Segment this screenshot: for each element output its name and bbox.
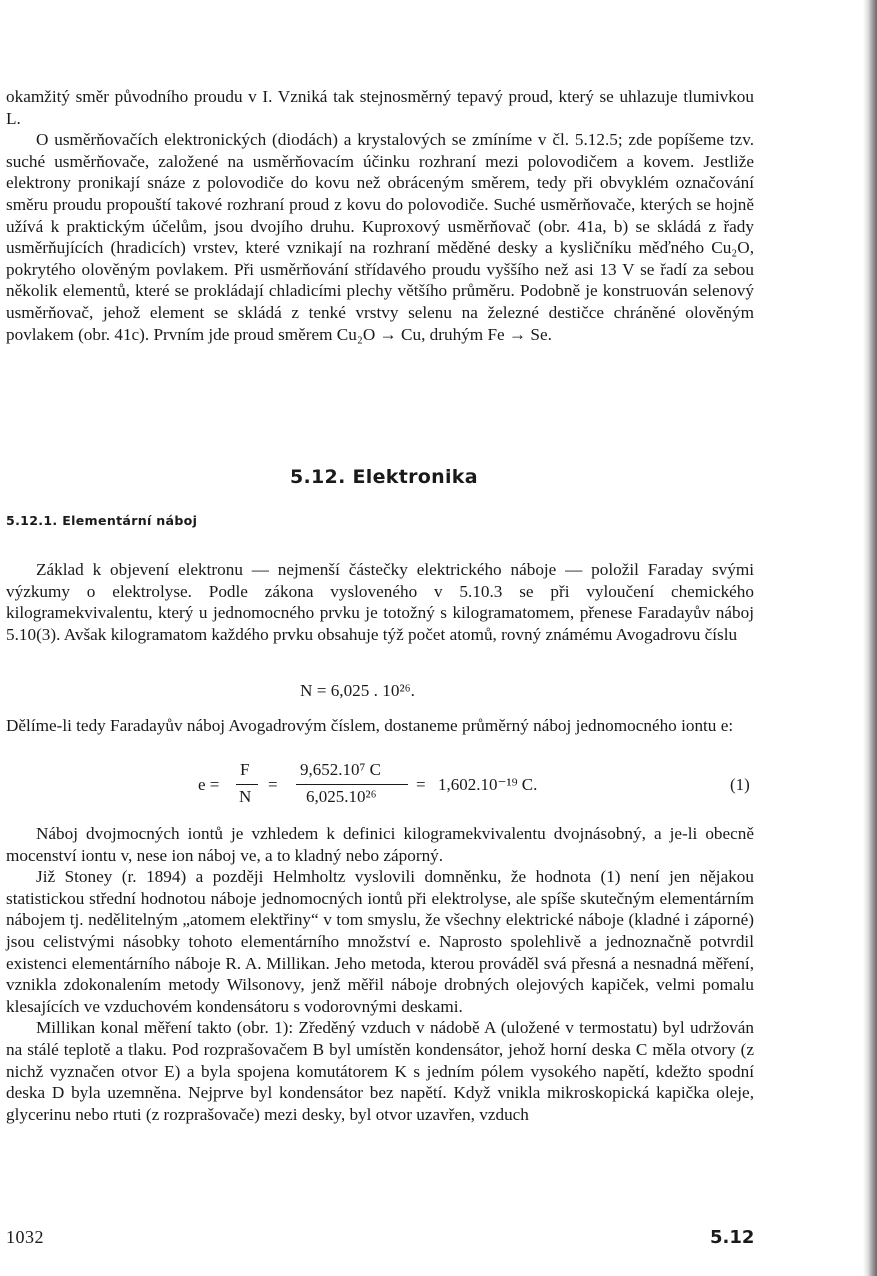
eq1-lhs: e =: [198, 775, 220, 794]
body-paragraph-3: Millikan konal měření takto (obr. 1): Zředěný vzduch v nádobě A (uložené v termostatu) byl udržován na stálé teplotě a tlaku. Pod rozprašovačem B byl umístěn kondensátor, jehož horní deska C měla otvory (z nichž vyznačen otvor E) a byla spojena komutátorem K s jedním pólem vysokého napětí, kdežto spodní deska D byla uzemněna. Nejprve byl kondensátor bez napětí. Když vnikla mikroskopická kapička oleje, glycerinu nebo rtuti (z rozprašovače) mezi desky, byl otvor uzavřen, vzduch: [6, 1018, 754, 1124]
divide-text: [6, 715, 754, 737]
eq1-equals-b: =: [416, 775, 426, 794]
eq1-n-denominator: N: [239, 787, 252, 806]
avogadro-equation: N = 6,025 . 10²⁶.: [300, 681, 415, 700]
eq1-result: 1,602.10⁻¹⁹ C.: [438, 775, 538, 794]
section-title: 5.12. Elektronika: [290, 466, 478, 488]
eq1-numerator: 9,652.10⁷ C: [300, 760, 382, 779]
body-paragraph-1: Náboj dvojmocných iontů je vzhledem k definici kilogramekvivalentu dvojnásobný, a je-li obecně mocenství iontu v, nese ion náboj ve, a to kladný nebo záporný.: [6, 824, 754, 865]
equation-1: [198, 760, 758, 810]
faraday-text: [6, 559, 754, 645]
subsection-title: 5.12.1. Elementární náboj: [6, 513, 198, 528]
eq1-number: (1): [730, 775, 750, 794]
eq1-denominator: 6,025.10²⁶: [306, 787, 377, 806]
intro-paragraph-2: O usměrňovačích elektronických (diodách) a krystalových se zmíníme v čl. 5.12.5; zde popíšeme tzv. suché usměrňovače, založené na usměrňovacím účinku rozhraní mezi polovodičem a kovem. Jestliže elektrony pronikají snáze z polovodiče do kovu než obráceným směrem, tedy při obvyklém označování směru proudu propouští takové rozhraní proud z kovu do polovodiče. Suché usměrňovače, kterých se hojně užívá k praktickým účelům, jsou dvojího druhu. Kuproxový usměrňovač (obr. 41a, b) se skládá z řady usměrňujících (hradicích) vrstev, které vznikají na rozhraní měděné desky a kysličníku měďného Cu₂O, pokrytého olověným povlakem. Při usměrňování střídavého proudu vyššího než asi 13 V se řadí za sebou několik elementů, které se prokládají chladicími plechy většího průměru. Podobně je konstruován selenový usměrňovač, jehož element se skládá z tenké vrstvy selenu na železné destičce chráněné olověným povlakem (obr. 41c). Prvním jde proud směrem Cu₂O → Cu, druhým Fe → Se.: [6, 130, 754, 344]
eq1-fraction-bar-2: [296, 784, 408, 785]
intro-paragraph-1: okamžitý směr původního proudu v I. Vzniká tak stejnosměrný tepavý proud, který se uhlazuje tlumivkou L.: [6, 87, 754, 128]
body-paragraph-2: Již Stoney (r. 1894) a později Helmholtz vyslovili domněnku, že hodnota (1) není jen nějakou statistickou střední hodnotou náboje jednomocných iontů při elektrolyse, ale spíše skutečným elementárním nábojem tj. nedělitelným „atomem elektřiny“ v tom smyslu, že všechny elektrické náboje (kladné i záporné) jsou celistvými násobky tohoto elementárního množství e. Naprosto spolehlivě a jednoznačně potvrdil existenci elementárního náboje R. A. Millikan. Jeho metoda, kterou prováděl svá přesná a nesnadná měření, vznikla zdokonalením metody Wilsonovy, jenž měřil náboje drobných olejových kapiček, velmi pomalu klesajících ve vzduchovém kondensátoru s vodorovnými deskami.: [6, 867, 754, 1016]
eq1-fraction-bar-1: [236, 784, 258, 785]
intro-text: [6, 86, 754, 345]
eq1-f-numerator: F: [240, 760, 250, 779]
page-number: 1032: [6, 1227, 44, 1247]
faraday-paragraph: Základ k objevení elektronu — nejmenší částečky elektrického náboje — položil Faraday svými výzkumy o elektrolyse. Podle zákona vysloveného v 5.10.3 se při vyloučení chemického kilogramekvivalentu, který u jednomocného prvku je totožný s kilogramatomem, přenese Faradayův náboj 5.10(3). Avšak kilogramatom každého prvku obsahuje týž počet atomů, rovný známému Avogadrovu číslu: [6, 560, 754, 644]
body-text: [6, 823, 754, 1125]
footer-section-ref: 5.12: [710, 1227, 755, 1248]
page-binding-edge: [863, 0, 877, 1276]
divide-paragraph: Dělíme-li tedy Faradayův náboj Avogadrovým číslem, dostaneme průměrný náboj jednomocného iontu e:: [6, 716, 734, 735]
eq1-equals-a: =: [268, 775, 278, 794]
